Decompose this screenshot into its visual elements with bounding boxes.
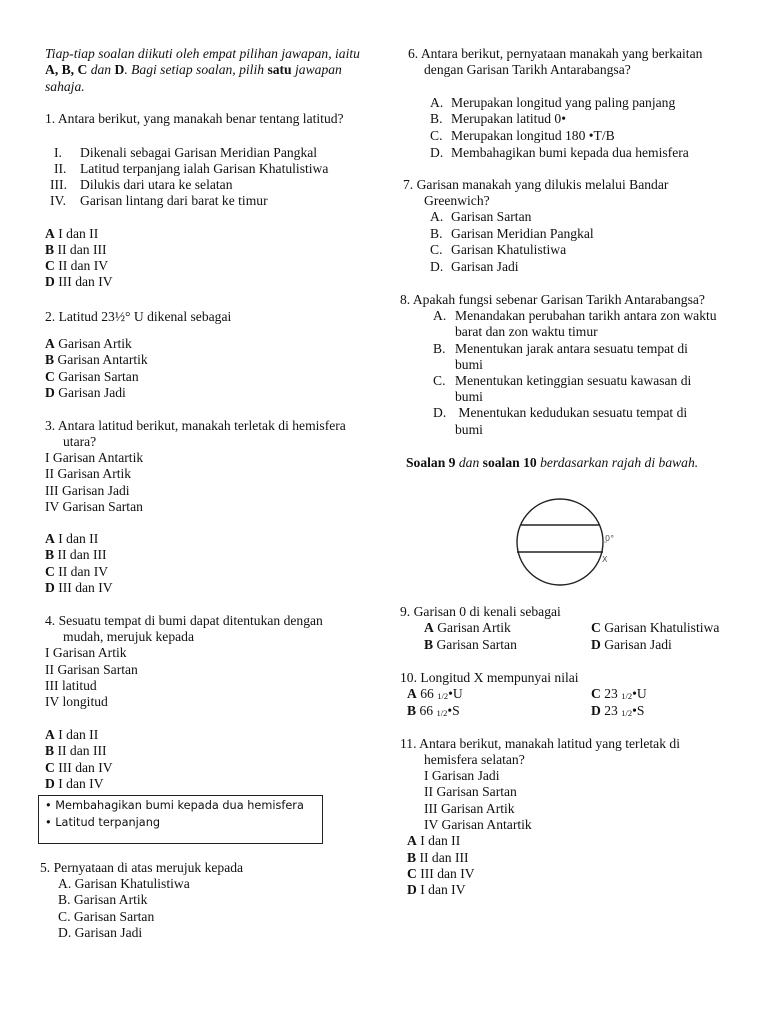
list-item: I Garisan Artik [45,645,127,660]
option[interactable]: A Garisan Artik [45,336,132,351]
question-7-stem: 7. Garisan manakah yang dilukis melalui Bandar [403,177,669,192]
option[interactable]: B 66 $_{1/2}$•S [407,703,460,718]
question-6-stem-cont: dengan Garisan Tarikh Antarabangsa? [424,62,631,77]
option[interactable]: A 66 $_{1/2}$•U [407,686,463,701]
option[interactable]: C Garisan Khatulistiwa [591,620,720,635]
option[interactable]: B. Garisan Artik [58,892,148,907]
statement-box [38,795,323,844]
instructions: Tiap-tiap soalan diikuti oleh empat pilihan jawapan, iaitu A, B, C dan D. Bagi setiap soalan, pilih satu jawapan sahaja. [45,46,360,94]
option[interactable]: A I dan II [45,727,99,742]
statement: II. Latitud terpanjang ialah Garisan Khatulistiwa [54,161,329,176]
list-item: IV Garisan Antartik [424,817,532,832]
list-item: IV Garisan Sartan [45,499,143,514]
option[interactable]: B II dan III [407,850,469,865]
list-item: I Garisan Antartik [45,450,144,465]
option[interactable]: D Garisan Jadi [45,385,126,400]
list-item: IV longitud [45,694,108,709]
question-11-stem: 11. Antara berikut, manakah latitud yang terletak di [400,736,680,751]
option[interactable]: A I dan II [407,833,461,848]
list-item: III Garisan Artik [424,801,515,816]
option[interactable]: A. Garisan Khatulistiwa [58,876,190,891]
label-x: X [602,555,608,564]
option[interactable]: C. Menentukan ketinggian sesuatu kawasan di [433,373,692,388]
statement: I. Dikenali sebagai Garisan Meridian Pangkal [54,145,318,160]
option[interactable]: A Garisan Artik [424,620,511,635]
option[interactable]: D I dan IV [407,882,466,897]
list-item: III latitud [45,678,97,693]
question-3-stem: 3. Antara latitud berikut, manakah terletak di hemisfera [45,418,346,433]
option[interactable]: B Garisan Antartik [45,352,148,367]
list-item: II Garisan Artik [45,466,132,481]
question-4-stem-cont: mudah, merujuk kepada [63,629,194,644]
option[interactable]: D. Garisan Jadi [430,259,519,274]
question-6-stem: 6. Antara berikut, pernyataan manakah yang berkaitan [408,46,703,61]
option[interactable]: B. Merupakan latitud 0• [430,111,566,126]
list-item: III Garisan Jadi [45,483,130,498]
option[interactable]: D Garisan Jadi [591,637,672,652]
option[interactable]: B II dan III [45,242,107,257]
question-4-stem: 4. Sesuatu tempat di bumi dapat ditentukan dengan [45,613,323,628]
box-line: • Membahagikan bumi kepada dua hemisfera [45,799,304,812]
list-item: II Garisan Sartan [424,784,517,799]
option[interactable]: C II dan IV [45,564,109,579]
option[interactable]: D. Menentukan kedudukan sesuatu tempat di [433,405,688,420]
question-9-stem: 9. Garisan 0 di kenali sebagai [400,604,561,619]
option[interactable]: B II dan III [45,743,107,758]
label-zero-degree: 0° [605,534,615,543]
option[interactable]: D III dan IV [45,274,113,289]
option[interactable]: B. Garisan Meridian Pangkal [430,226,594,241]
globe-outline [517,499,603,585]
globe-diagram [505,490,625,590]
list-item: I Garisan Jadi [424,768,500,783]
option[interactable]: A I dan II [45,226,99,241]
option[interactable]: A. Merupakan longitud yang paling panjang [430,95,676,110]
option-cont: bumi [455,389,483,404]
question-2-stem: 2. Latitud 23½° U dikenal sebagai [45,309,232,324]
option[interactable]: A I dan II [45,531,99,546]
question-7-stem-cont: Greenwich? [424,193,490,208]
question-5-stem: 5. Pernyataan di atas merujuk kepada [40,860,244,875]
option[interactable]: B II dan III [45,547,107,562]
question-11-stem-cont: hemisfera selatan? [424,752,525,767]
option[interactable]: A. Garisan Sartan [430,209,532,224]
option[interactable]: C III dan IV [45,760,113,775]
question-10-stem: 10. Longitud X mempunyai nilai [400,670,579,685]
option[interactable]: B. Menentukan jarak antara sesuatu tempat di [433,341,688,356]
diagram-reference: Soalan 9 dan soalan 10 berdasarkan rajah di bawah. [406,455,699,470]
option[interactable]: D III dan IV [45,580,113,595]
option[interactable]: C. Merupakan longitud 180 •T/B [430,128,615,143]
question-3-stem-cont: utara? [63,434,97,449]
option[interactable]: D 23 $_{1/2}$•S [591,703,645,718]
question-1-stem: 1. Antara berikut, yang manakah benar tentang latitud? [45,111,344,126]
option-cont: bumi [455,357,483,372]
option-cont: bumi [455,422,483,437]
option[interactable]: C. Garisan Sartan [58,909,155,924]
option[interactable]: C II dan IV [45,258,109,273]
box-line: • Latitud terpanjang [45,816,161,829]
option[interactable]: D. Garisan Jadi [58,925,143,940]
option[interactable]: C III dan IV [407,866,475,881]
option[interactable]: B Garisan Sartan [424,637,517,652]
option-cont: barat dan zon waktu timur [455,324,598,339]
option[interactable]: D. Membahagikan bumi kepada dua hemisfera [430,145,689,160]
list-item: II Garisan Sartan [45,662,138,677]
statement: IV. Garisan lintang dari barat ke timur [50,193,268,208]
option[interactable]: A. Menandakan perubahan tarikh antara zon waktu [433,308,717,323]
option[interactable]: C Garisan Sartan [45,369,139,384]
statement: III. Dilukis dari utara ke selatan [50,177,233,192]
question-8-stem: 8. Apakah fungsi sebenar Garisan Tarikh Antarabangsa? [400,292,705,307]
option[interactable]: C 23 $_{1/2}$•U [591,686,647,701]
option[interactable]: D I dan IV [45,776,104,791]
option[interactable]: C. Garisan Khatulistiwa [430,242,567,257]
